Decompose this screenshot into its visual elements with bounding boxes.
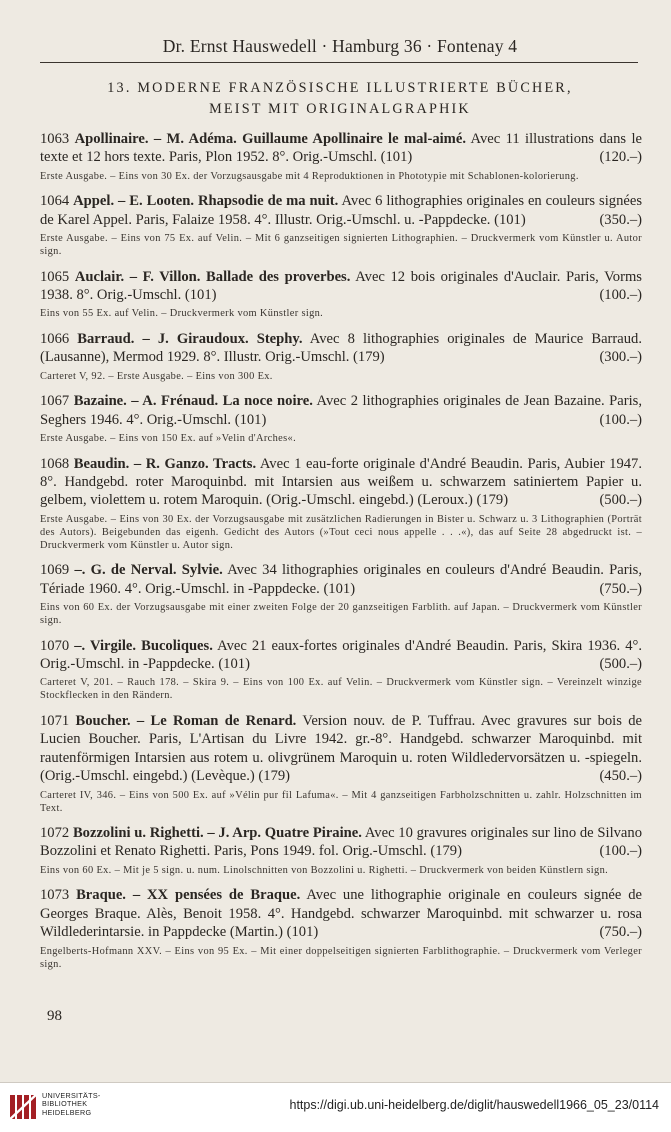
entry-1069 [40,561,642,627]
entry-title: Bozzolini u. Righetti. – J. Arp. Quatre Piraine. [72,825,362,842]
entry-note: Carteret IV, 346. – Eins von 500 Ex. auf »Vélin pur fil Lafuma«. – Mit 4 ganzseitigen Farbholzschnitten u. zahlr. Holzschnitten im Text. [40,789,642,814]
entry-note: Erste Ausgabe. – Eins von 150 Ex. auf »Velin d'Arches«. [40,433,297,445]
entry-title: Bazaine. – A. Frénaud. La noce noire. [73,393,313,410]
entry-title: –. G. de Nerval. Sylvie. [74,562,223,579]
section-title [40,78,640,120]
entry-price: (500.–) [599,656,642,672]
entry-price: (100.–) [599,843,642,860]
permalink-url[interactable]: https://digi.ub.uni-heidelberg.de/diglit/hauswedell1966_05_23/0114 [289,1098,659,1112]
header-rule [40,62,638,63]
entry-title: Barraud. – J. Giraudoux. Stephy. [77,330,303,347]
entry-text: Avec 10 gravures originales sur lino de Silvano Bozzolini et Renato Righetti. Paris, Pons 1949. fol. Orig.-Umschl. (179) [40,825,642,860]
entry-price: (750.–) [599,924,642,941]
entry-1066 [40,330,642,383]
entry-price: (750.–) [599,580,642,597]
entry-number: 1072 [40,825,70,842]
entry-title: Appel. – E. Looten. Rhapsodie de ma nuit. [73,193,339,210]
page-number: 98 [47,1008,62,1024]
entry-number: 1063 [40,131,70,147]
entry-text: Avec 1 eau-forte originale d'André Beaudin. Paris, Aubier 1947. 8°. Handgebd. roter Maroquinbd. mit Intarsien aus weißem u. schwarzem satiniertem Papier u. gelbem, violettem u. rotem Maroquin. (Orig.-Umschl. eingebd.) (Leroux.) (179) [40,455,642,509]
entry-1067 [40,392,642,445]
entry-1073 [40,886,642,970]
entry-price: (300.–) [599,349,642,366]
entry-text: Avec 21 eaux-fortes originales d'André Beaudin. Paris, Skira 1936. 4°. Orig.-Umschl. in -Pappdecke. (101) [40,637,643,672]
entry-text: Avec 6 lithographies originales en couleurs signées de Karel Appel. Paris, Falaize 1958. 4°. Illustr. Orig.-Umschl. u. -Pappdecke. (101) [40,193,642,228]
entry-1064 [40,192,642,258]
entry-1071 [40,712,642,815]
entry-text: Avec 11 illustrations dans le texte et 12 hors texte. Paris, Plon 1952. 8°. Orig.-Umschl. (101) [40,131,642,166]
entry-note: Carteret V, 92. – Erste Ausgabe. – Eins von 300 Ex. [40,370,273,382]
entry-price: (100.–) [599,411,642,428]
entry-note: Erste Ausgabe. – Eins von 75 Ex. auf Velin. – Mit 6 ganzseitigen signierten Lithographien. – Druckvermerk vom Künstler u. Autor sign. [40,233,642,258]
page-header: Dr. Ernst Hauswedell · Hamburg 36 · Fontenay 4 [162,36,518,56]
entry-title: Braque. – XX pensées de Braque. [76,887,301,904]
entry-text: Avec 8 lithographies originales de Maurice Barraud. (Lausanne), Mermod 1929. 8°. Illustr. Orig.-Umschl. (179) [40,330,642,366]
university-library-logo-icon [8,1091,38,1123]
entry-title: Auclair. – F. Villon. Ballade des proverbes. [74,268,351,285]
entry-note: Eins von 60 Ex. der Vorzugsausgabe mit einer zweiten Folge der 20 ganzseitigen Farblith. auf Japan. – Druckvermerk vom Künstler sign. [40,602,642,627]
entry-number: 1068 [40,455,70,472]
entry-1063 [40,130,642,183]
entry-number: 1070 [40,637,70,654]
entry-price: (450.–) [599,768,642,785]
library-name: UNIVERSITÄTS- BIBLIOTHEK HEIDELBERG [42,1091,101,1117]
viewer-footer [0,1082,671,1132]
entry-title: –. Virgile. Bucoliques. [74,637,213,654]
entry-note: Carteret V, 201. – Rauch 178. – Skira 9. – Eins von 100 Ex. auf Velin. – Druckvermerk vom Künstler sign. – Vereinzelt winzige Stockflecken in den Rändern. [40,677,642,702]
entry-price: (350.–) [599,211,642,228]
entry-text: Avec une lithographie originale en couleurs signée de Georges Braque. Alès, Benoit 1958. 4°. Handgebd. schwarzer Maroquinbd. mit schwarzer u. rosa Wildlederintarsie. in Pappdecke (Martin.) (101) [40,887,642,941]
entry-price: (120.–) [599,149,642,166]
entry-title: Beaudin. – R. Ganzo. Tracts. [73,455,257,472]
entry-note: Eins von 55 Ex. auf Velin. – Druckvermerk vom Künstler sign. [40,308,324,320]
entry-number: 1065 [40,268,70,285]
entry-number: 1073 [40,887,70,904]
entry-list [40,130,642,980]
entry-text: Version nouv. de P. Tuffrau. Avec gravures sur bois de Lucien Boucher. Paris, L'Artisan du Livre 1942. gr.-8°. Handgebd. schwarzer Maroquinbd. mit rautenförmigen Intarsien aus rotem u. olivgrünem Maroquin u. roten Wildledervorsätzen u. -spiegeln. (Orig.-Umschl. eingebd.) (Levèque.) (179) [40,712,642,785]
entry-number: 1064 [40,193,70,210]
entry-text: Avec 34 lithographies originales en couleurs d'André Beaudin. Paris, Tériade 1960. 4°. Orig.-Umschl. in -Pappdecke. (101) [40,562,642,597]
entry-note: Erste Ausgabe. – Eins von 30 Ex. der Vorzugsausgabe mit 4 Reproduktionen in Phototypie mit Schablonen-kolorierung. [40,170,579,182]
entry-number: 1069 [40,562,70,579]
entry-note: Engelberts-Hofmann XXV. – Eins von 95 Ex. – Mit einer doppelseitigen signierten Farblithographie. – Druckvermerk vom Verleger sign. [40,945,642,970]
entry-number: 1066 [40,330,70,347]
section-title-line1: 13. MODERNE FRANZÖSISCHE ILLUSTRIERTE BÜCHER, [107,80,573,96]
entry-note: Erste Ausgabe. – Eins von 30 Ex. der Vorzugsausgabe mit zusätzlichen Radierungen in Bister u. Schwarz u. 3 Lithographien (Porträt des Autors). Beigebunden das eigenh. Gedicht des Autors (»Tout ceci nous appelle . . .«), das auf Seite 28 abgedruckt ist. – Druckvermerk vom Künstler u. Autor sign. [40,513,642,551]
entry-1072 [40,824,642,877]
entry-title: Boucher. – Le Roman de Renard. [75,712,297,729]
entry-price: (100.–) [599,287,642,304]
entry-number: 1071 [40,712,70,729]
entry-1065 [40,268,642,321]
entry-title: Apollinaire. – M. Adéma. Guillaume Apollinaire le mal-aimé. [74,131,466,147]
entry-1068 [40,455,642,552]
entry-price: (500.–) [599,492,642,509]
entry-note: Eins von 60 Ex. – Mit je 5 sign. u. num. Linolschnitten von Bozzolini u. Righetti. – Druckvermerk von beiden Künstlern sign. [40,864,609,876]
entry-number: 1067 [40,393,70,410]
entry-1070 [40,637,642,703]
section-title-line2: MEIST MIT ORIGINALGRAPHIK [209,101,471,117]
entry-text: Avec 12 bois originales d'Auclair. Paris, Vorms 1938. 8°. Orig.-Umschl. (101) [40,268,642,304]
entry-text: Avec 2 lithographies originales de Jean Bazaine. Paris, Seghers 1946. 4°. Orig.-Umschl. (101) [40,393,642,428]
